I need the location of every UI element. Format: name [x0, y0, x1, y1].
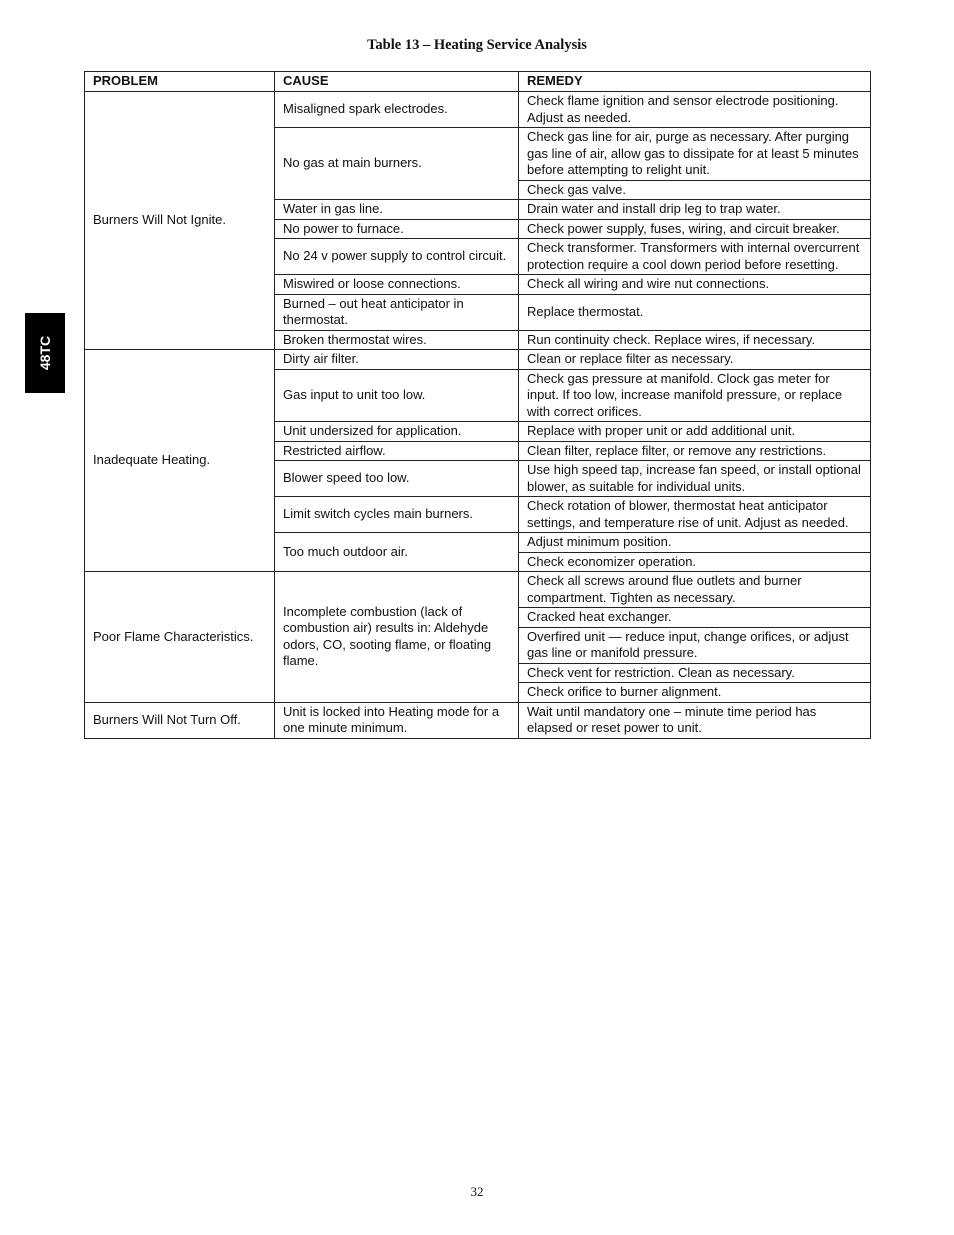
cause-cell: Burned – out heat anticipator in thermostat. [275, 294, 519, 330]
table-row [85, 572, 871, 608]
cause-cell: Blower speed too low. [275, 461, 519, 497]
remedy-cell: Overfired unit — reduce input, change orifices, or adjust gas line or manifold pressure. [519, 627, 871, 663]
remedy-cell: Check rotation of blower, thermostat heat anticipator settings, and temperature rise of unit. Adjust as needed. [519, 497, 871, 533]
remedy-cell: Clean filter, replace filter, or remove any restrictions. [519, 441, 871, 461]
page-number: 32 [470, 1184, 484, 1199]
cause-cell: Gas input to unit too low. [275, 369, 519, 422]
cause-cell: Water in gas line. [275, 200, 519, 220]
section-side-tab [25, 313, 65, 393]
remedy-cell: Replace with proper unit or add additional unit. [519, 422, 871, 442]
remedy-cell: Check gas line for air, purge as necessary. After purging gas line of air, allow gas to dissipate for at least 5 minutes before attempting to relight unit. [519, 128, 871, 181]
remedy-cell: Check all screws around flue outlets and burner compartment. Tighten as necessary. [519, 572, 871, 608]
header-cause: CAUSE [275, 72, 519, 92]
remedy-cell: Adjust minimum position. [519, 533, 871, 553]
remedy-cell: Use high speed tap, increase fan speed, or install optional blower, as suitable for individual units. [519, 461, 871, 497]
table-row [85, 92, 871, 128]
heating-service-analysis-table [84, 71, 871, 739]
table-header-row [85, 72, 871, 92]
cause-cell: Too much outdoor air. [275, 533, 519, 572]
problem-cell: Burners Will Not Turn Off. [85, 702, 275, 738]
table-title: Table 13 – Heating Service Analysis [367, 37, 587, 53]
remedy-cell: Check flame ignition and sensor electrode positioning. Adjust as needed. [519, 92, 871, 128]
remedy-cell: Drain water and install drip leg to trap water. [519, 200, 871, 220]
problem-cell: Poor Flame Characteristics. [85, 572, 275, 703]
cause-cell: No power to furnace. [275, 219, 519, 239]
cause-cell: Miswired or loose connections. [275, 275, 519, 295]
cause-cell: Unit undersized for application. [275, 422, 519, 442]
table-body [85, 92, 871, 739]
cause-cell: No 24 v power supply to control circuit. [275, 239, 519, 275]
cause-cell: No gas at main burners. [275, 128, 519, 200]
side-tab-label: 48TC [36, 335, 53, 371]
remedy-cell: Cracked heat exchanger. [519, 608, 871, 628]
header-remedy: REMEDY [519, 72, 871, 92]
problem-cell: Inadequate Heating. [85, 350, 275, 572]
remedy-cell: Replace thermostat. [519, 294, 871, 330]
remedy-cell: Wait until mandatory one – minute time period has elapsed or reset power to unit. [519, 702, 871, 738]
remedy-cell: Run continuity check. Replace wires, if necessary. [519, 330, 871, 350]
table-row [85, 350, 871, 370]
cause-cell: Misaligned spark electrodes. [275, 92, 519, 128]
cause-cell: Restricted airflow. [275, 441, 519, 461]
remedy-cell: Check all wiring and wire nut connections. [519, 275, 871, 295]
remedy-cell: Check transformer. Transformers with internal overcurrent protection require a cool down period before resetting. [519, 239, 871, 275]
remedy-cell: Check orifice to burner alignment. [519, 683, 871, 703]
header-problem: PROBLEM [85, 72, 275, 92]
cause-cell: Dirty air filter. [275, 350, 519, 370]
remedy-cell: Clean or replace filter as necessary. [519, 350, 871, 370]
remedy-cell: Check power supply, fuses, wiring, and circuit breaker. [519, 219, 871, 239]
cause-cell: Limit switch cycles main burners. [275, 497, 519, 533]
cause-cell: Broken thermostat wires. [275, 330, 519, 350]
table-row [85, 702, 871, 738]
cause-cell: Incomplete combustion (lack of combustion air) results in: Aldehyde odors, CO, sooting flame, or floating flame. [275, 572, 519, 703]
cause-cell: Unit is locked into Heating mode for a one minute minimum. [275, 702, 519, 738]
remedy-cell: Check gas valve. [519, 180, 871, 200]
remedy-cell: Check vent for restriction. Clean as necessary. [519, 663, 871, 683]
problem-cell: Burners Will Not Ignite. [85, 92, 275, 350]
remedy-cell: Check economizer operation. [519, 552, 871, 572]
remedy-cell: Check gas pressure at manifold. Clock gas meter for input. If too low, increase manifold pressure, or replace with correct orifices. [519, 369, 871, 422]
